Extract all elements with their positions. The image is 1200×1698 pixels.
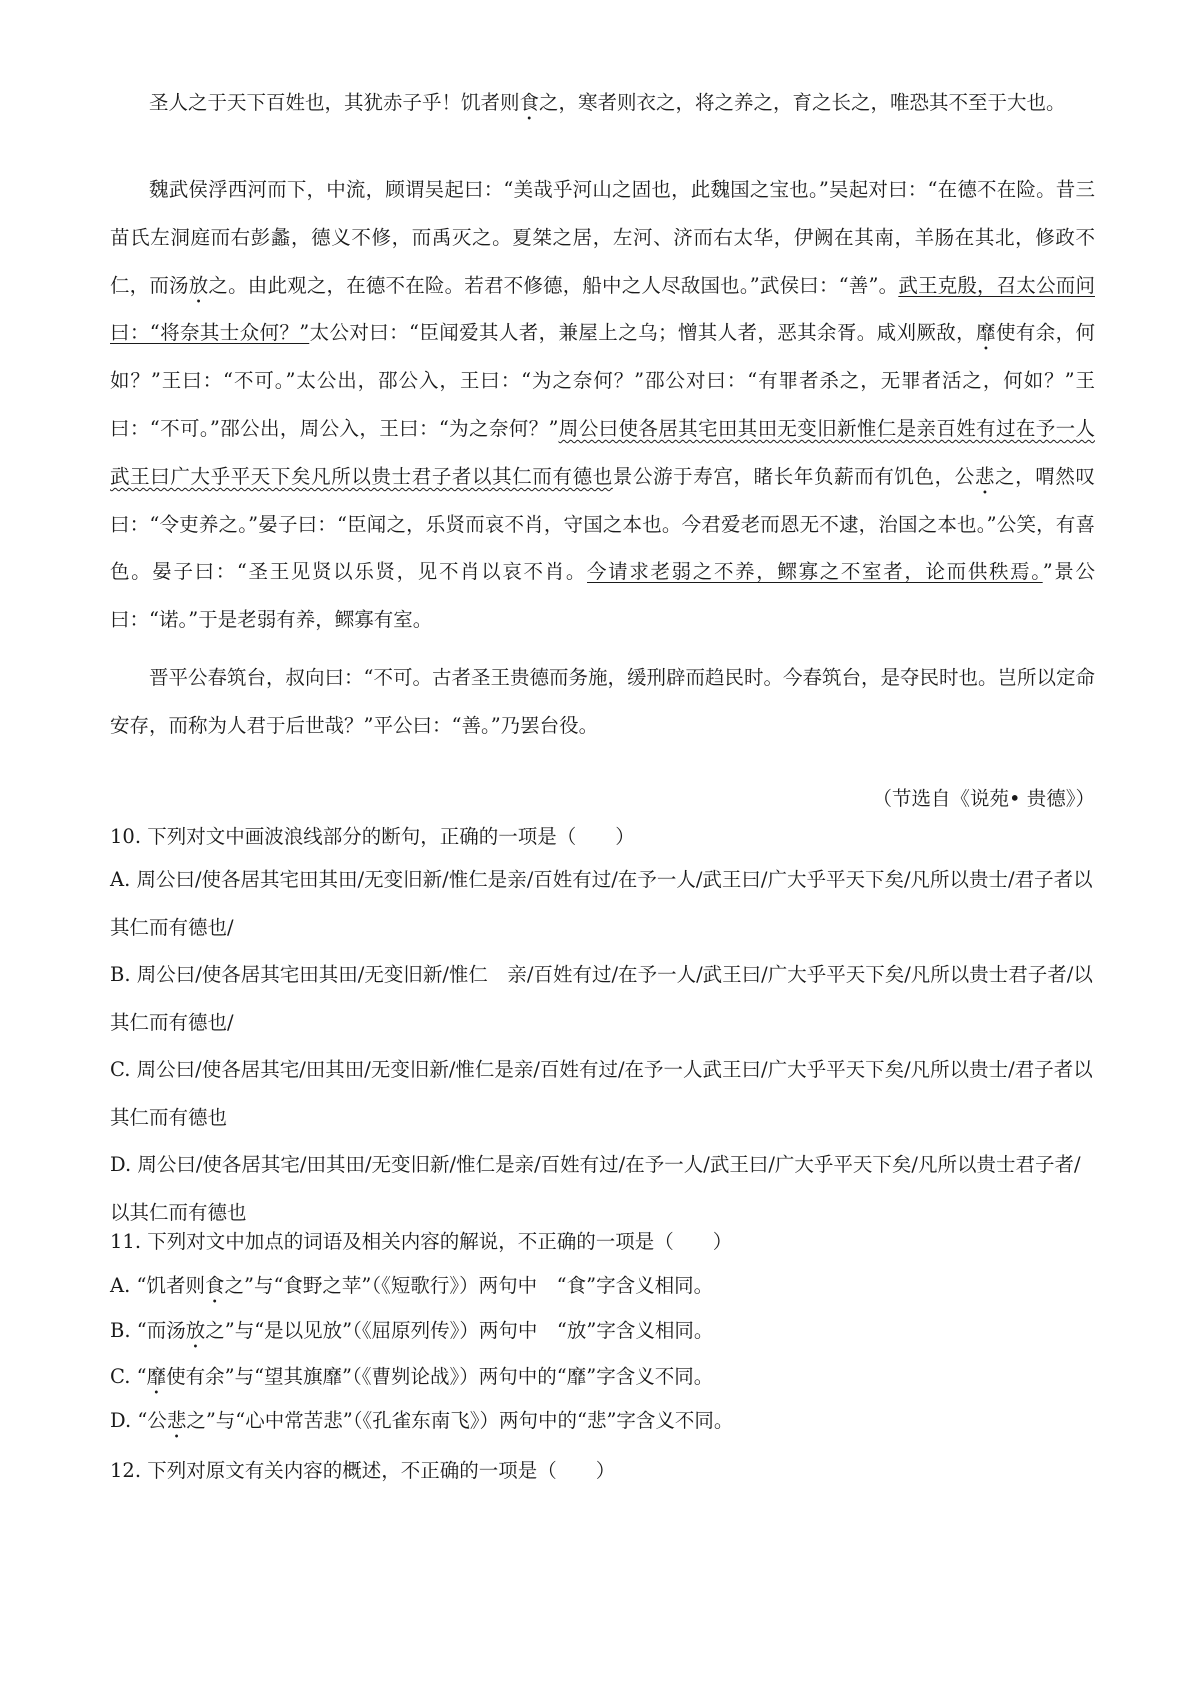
text-run: D. “公 [110,1409,167,1432]
passage-paragraph-3: 晋平公春筑台，叔向曰：“不可。古者圣王贵德而务施，缓刑辟而趋民时。今春筑台，是夺民时也。岂所以定命安存，而称为人君于后世哉？”平公曰：“善。”乃罢台役。 [110,666,1095,737]
text-run: 景公游于寿宫，睹长年负薪而有饥色，公 [612,464,975,488]
question-10-option-a: A. 周公曰/使各居其宅田其田/无变旧新/惟仁是亲/百姓有过/在予一人/武王曰/广大乎平天下矣/凡所以贵士/君子者以其仁而有德也/ [110,868,1093,939]
text-run: A. “饥者则 [110,1274,205,1297]
question-10-stem: 10. 下列对文中画波浪线部分的断句，正确的一项是（ ） [110,825,635,848]
question-12-stem: 12. 下列对原文有关内容的概述，不正确的一项是（ ） [110,1459,616,1482]
question-10-option-d: D. 周公曰/使各居其宅/田其田/无变旧新/惟仁是亲/百姓有过/在予一人/武王曰/广大乎平天下矣/凡所以贵士君子者/以其仁而有德也 [110,1153,1081,1224]
question-11-option-a [110,1270,713,1308]
passage-paragraph-1 [110,79,1095,127]
question-11-option-c [110,1361,713,1399]
emphasized-char: 食 [519,91,540,114]
emphasized-char: 悲 [974,464,996,488]
text-run: 之”与“是以见放”（《屈原列传》）两句中 “放”字含义相同。 [205,1319,714,1342]
text-run: 之”与“心中常苦悲”（《孔雀东南飞》）两句中的“悲”字含义不同。 [186,1409,734,1432]
emphasized-char: 食 [204,1274,225,1297]
question-10-option-c: C. 周公曰/使各居其宅/田其田/无变旧新/惟仁是亲/百姓有过/在予一人武王曰/广大乎平天下矣/凡所以贵士/君子者以其仁而有德也 [110,1058,1093,1129]
text-run: 之，喟然叹曰：“令吏养之。”晏子曰：“臣闻之，乐贤而哀不肖，守国之本也。今君爱老而恩无不逮，治国之本也。”公笑，有喜色。晏子曰：“圣王见贤以乐贤，见不肖以哀不肖。 [110,464,1095,584]
question-10-option-b: B. 周公曰/使各居其宅田其田/无变旧新/惟仁 亲/百姓有过/在予一人/武王曰/广大乎平天下矣/凡所以贵士君子者/以其仁而有德也/ [110,963,1093,1034]
text-run: ”景公曰：“诺。”于是老弱有养，鳏寡有室。 [110,560,1095,632]
emphasized-char: 放 [188,273,209,297]
wavy-underlined-passage: 周公曰使各居其宅田其田无变旧新惟仁是亲百姓有过在予一人武王曰广大乎平天下矣凡所以贵士君子者以其仁而有德也 [110,416,1095,488]
text-run: 圣人之于天下百姓也，其犹赤子乎！饥者则 [149,91,520,114]
text-run: B. “而汤 [110,1319,186,1342]
emphasized-char: 悲 [166,1409,187,1432]
text-run: 太公对曰：“臣闻爱其人者，兼屋上之乌；憎其人者，恶其余胥。咸刈厥敌， [309,321,977,345]
text-run: 魏武侯浮西河而下，中流，顾谓吴起曰：“美哉乎河山之固也，此魏国之宝也。”吴起对曰：“在德不在险。昔三苗氏左洞庭而右彭蠡，德义不修，而禹灭之。夏桀之居，左河、济而右太华，伊阙在其南，羊肠在其北，修政不仁，而汤 [110,178,1095,297]
underlined-sentence: 武王克殷，召太公而问曰：“将奈其士众何？” [110,273,1095,345]
text-run: 之，寒者则衣之，将之养之，育之长之，唯恐其不至于大也。 [539,91,1066,114]
emphasized-char: 靡 [146,1365,167,1388]
text-run: 使有余，何如？”王曰：“不可。”太公出，邵公入，王曰：“为之奈何？”邵公对曰：“有罪者杀之，无罪者活之，何如？”王曰：“不可。”邵公出，周公入，王曰：“为之奈何？” [110,321,1095,440]
passage-paragraph-2 [110,166,1095,644]
question-11-stem: 11. 下列对文中加点的词语及相关内容的解说，不正确的一项是（ ） [110,1230,733,1253]
question-11-option-b [110,1315,713,1353]
question-11-option-d [110,1405,733,1443]
text-run: 之”与“食野之苹”（《短歌行》）两句中 “食”字含义相同。 [224,1274,714,1297]
underlined-sentence: 今请求老弱之不养，鳏寡之不室者，论而供秩焉。 [587,560,1043,584]
text-run: 使有余”与“望其旗靡”（《曹刿论战》）两句中的“靡”字含义不同。 [166,1365,714,1388]
emphasized-char: 放 [185,1319,206,1342]
source-citation: （节选自《说苑• 贵德》） [872,787,1095,810]
text-run: 之。由此观之，在德不在险。若君不修德，船中之人尽敌国也。”武侯曰：“善”。 [208,273,899,297]
emphasized-char: 靡 [976,321,996,345]
text-run: C. “ [110,1365,147,1388]
